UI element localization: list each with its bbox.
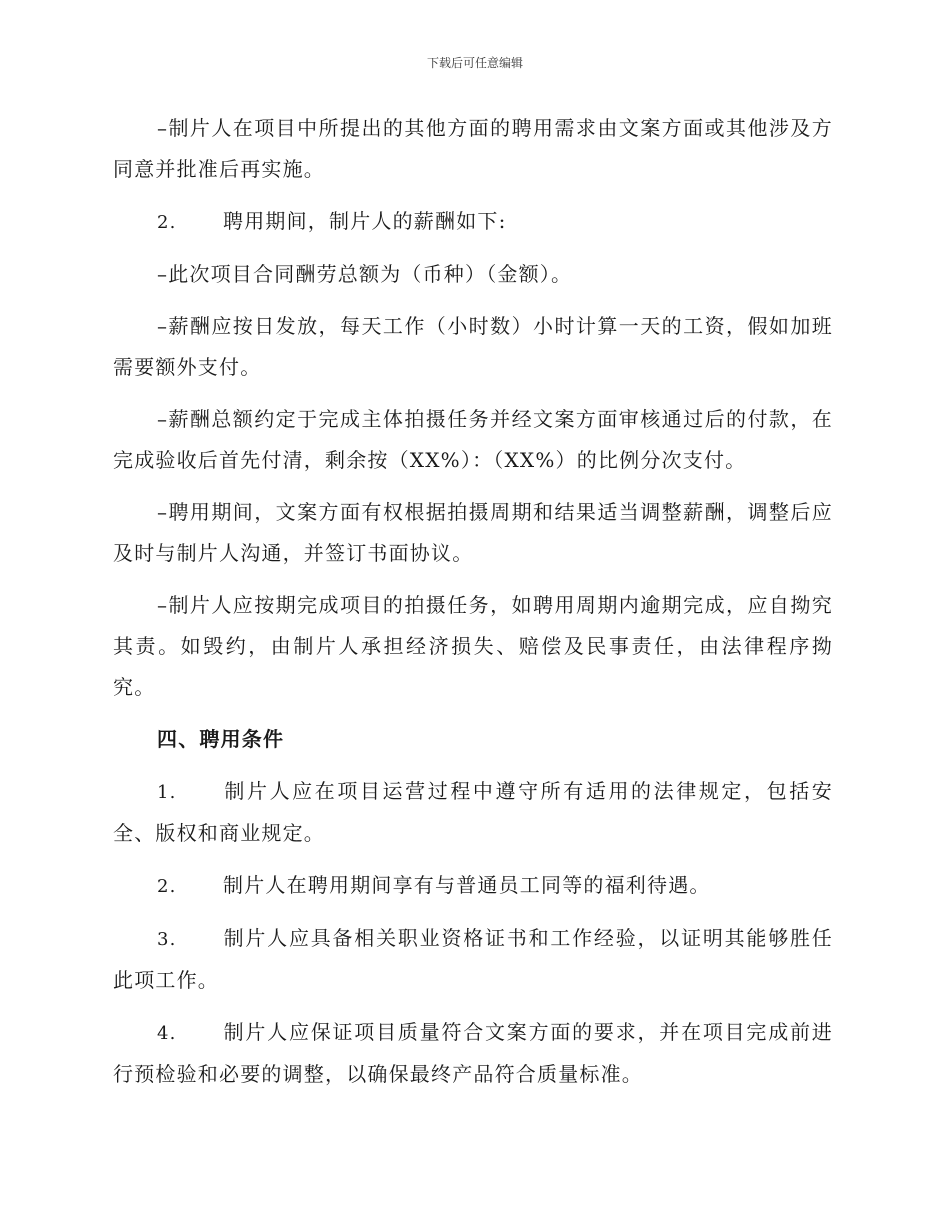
numbered-item-qualification [113, 918, 833, 1001]
paragraph-payment-terms: –薪酬总额约定于完成主体拍摄任务并经文案方面审核通过后的付款，在完成验收后首先付清，剩余按（XX%）：（XX%）的比例分次支付。 [113, 407, 833, 472]
item-text: 制片人应在项目运营过程中遵守所有适用的法律规定，包括安全、版权和商业规定。 [113, 779, 833, 845]
item-number: 2. [157, 876, 177, 897]
item-text: 制片人应保证项目质量符合文案方面的要求，并在项目完成前进行预检验和必要的调整，以确保最终产品符合质量标准。 [113, 1020, 833, 1086]
numbered-item-salary [113, 201, 833, 243]
item-number: 4. [157, 1023, 177, 1044]
paragraph-other-requirements: –制片人在项目中所提出的其他方面的聘用需求由文案方面或其他涉及方同意并批准后再实施。 [113, 116, 833, 181]
numbered-item-benefits [113, 865, 833, 907]
section-heading: 四、聘用条件 [157, 727, 285, 751]
document-body [113, 108, 833, 1106]
item-number: 1. [157, 782, 177, 803]
item-number: 3. [157, 929, 177, 950]
numbered-item-law [113, 771, 833, 854]
item-number: 2. [157, 212, 177, 233]
item-text: 聘用期间，制片人的薪酬如下: [223, 209, 507, 233]
paragraph-daily-pay: –薪酬应按日发放，每天工作（小时数）小时计算一天的工资，假如加班需要额外支付。 [113, 314, 833, 379]
numbered-item-quality [113, 1012, 833, 1095]
paragraph-total-fee: –此次项目合同酬劳总额为（币种）（金额）。 [157, 262, 573, 286]
paragraph-salary-adjust: –聘用期间，文案方面有权根据拍摄周期和结果适当调整薪酬，调整后应及时与制片人沟通，并签订书面协议。 [113, 500, 833, 565]
paragraph-liability: –制片人应按期完成项目的拍摄任务，如聘用周期内逾期完成，应自拗究其责。如毁约，由制片人承担经济损失、赔偿及民事责任，由法律程序拗究。 [113, 593, 833, 699]
page-header: 下载后可任意编辑 [426, 56, 523, 70]
item-text: 制片人应具备相关职业资格证书和工作经验，以证明其能够胜任此项工作。 [113, 926, 833, 992]
item-text: 制片人在聘用期间享有与普通员工同等的福利待遇。 [223, 873, 711, 897]
